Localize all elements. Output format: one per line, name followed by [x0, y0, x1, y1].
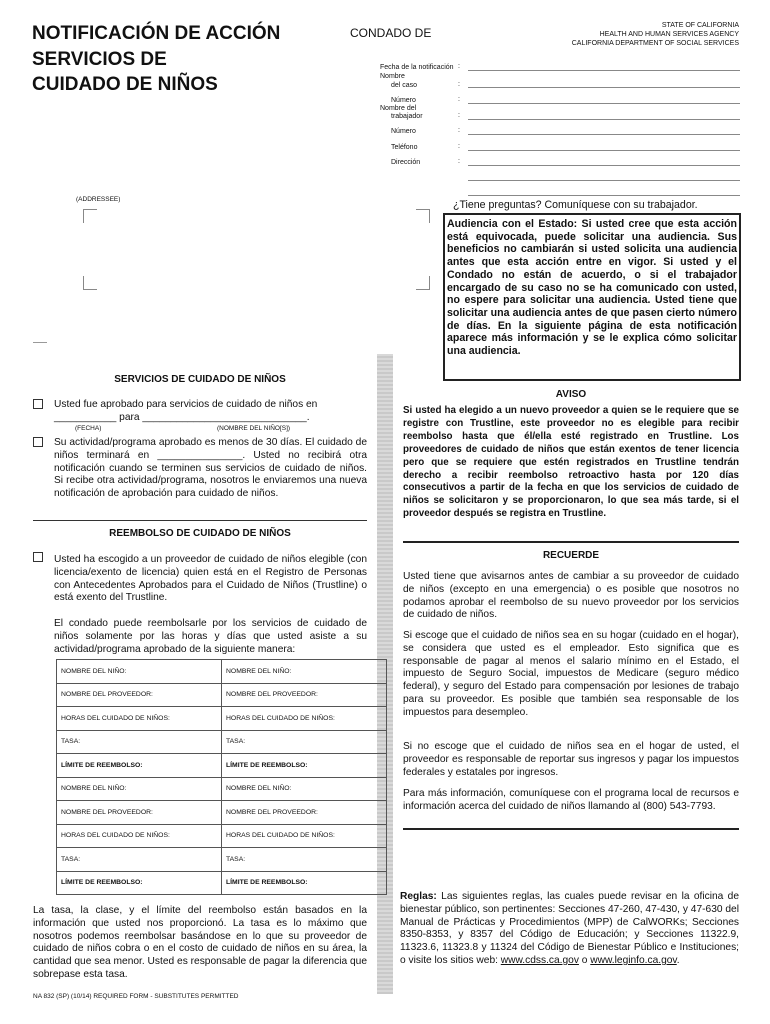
- phone-line[interactable]: [468, 150, 740, 151]
- case-name-label-2: del caso: [391, 82, 418, 89]
- reimbursement-table-cell[interactable]: NOMBRE DEL PROVEEDOR:: [57, 801, 222, 825]
- reimbursement-table-cell[interactable]: NOMBRE DEL PROVEEDOR:: [222, 683, 387, 707]
- reimbursement-table-cell[interactable]: HORAS DEL CUIDADO DE NIÑOS:: [57, 707, 222, 731]
- window-corner-tl: [83, 209, 97, 223]
- rules-text: [400, 891, 739, 968]
- reimbursement-table-cell[interactable]: LÍMITE DE REEMBOLSO:: [222, 754, 387, 778]
- case-name-line[interactable]: [468, 87, 740, 88]
- window-corner-bl: [83, 276, 97, 290]
- approved-text-a: Usted fue aprobado para servicios de cuidado de niños en: [54, 399, 318, 410]
- reimbursement-table-cell[interactable]: NOMBRE DEL NIÑO:: [57, 777, 222, 801]
- approved-checkbox[interactable]: [33, 399, 43, 409]
- reimbursement-table-row: [57, 730, 387, 754]
- window-corner-tr: [416, 209, 430, 223]
- phone-label: Teléfono: [391, 144, 418, 151]
- reimbursement-table-cell[interactable]: NOMBRE DEL NIÑO:: [57, 660, 222, 684]
- county-label: CONDADO DE: [350, 26, 432, 40]
- divider: [403, 541, 739, 543]
- worker-number-line[interactable]: [468, 134, 740, 135]
- reimbursement-table-cell[interactable]: LÍMITE DE REEMBOLSO:: [57, 754, 222, 778]
- reimbursement-table-row: [57, 777, 387, 801]
- fold-mark: [33, 342, 47, 343]
- worker-name-label-1: Nombre del: [380, 105, 417, 112]
- reimbursement-table-row: [57, 660, 387, 684]
- reimbursement-table-cell[interactable]: HORAS DEL CUIDADO DE NIÑOS:: [57, 824, 222, 848]
- case-name-label-1: Nombre: [380, 73, 405, 80]
- notice-date-line[interactable]: [468, 70, 740, 71]
- reimbursement-table: [56, 659, 387, 895]
- reimbursement-table-row: [57, 754, 387, 778]
- address-line-2[interactable]: [468, 180, 740, 181]
- case-number-label: Número: [391, 97, 416, 104]
- window-corner-br: [416, 276, 430, 290]
- colon: :: [458, 158, 460, 165]
- pay-text: El condado puede reembolsarle por los servicios de cuidado de niños solamente por las horas y días que usted asiste a su actividad/programa aprobado de la siguiente manera:: [54, 618, 367, 655]
- worker-name-label-2: trabajador: [391, 113, 423, 120]
- approved-text: [54, 399, 367, 412]
- rules-label: Reglas:: [400, 891, 437, 902]
- reimbursement-table-cell[interactable]: TASA:: [222, 848, 387, 872]
- cdss-link[interactable]: www.cdss.ca.gov: [500, 954, 579, 966]
- child-name-label: (NOMBRE DEL NIÑO[S]): [217, 425, 291, 432]
- colon: :: [458, 96, 460, 103]
- reimbursement-table-row: [57, 871, 387, 895]
- divider: [33, 520, 367, 521]
- rate-text: La tasa, la clase, y el límite del reembolso están basados en la información que usted nos proporcionó. La tasa es lo máximo que nosotros podemos reembolsar basándose en lo que su proveedor de cuidado de niños cobra o en el costo de cuidado de niños en su área, la cantidad que sea menor. Usted es responsable de pagar la diferencia que sobrepase esta tasa.: [33, 905, 367, 980]
- reimbursement-table-cell[interactable]: TASA:: [222, 730, 387, 754]
- colon: :: [458, 112, 460, 119]
- fecha-label: (FECHA): [75, 425, 102, 432]
- reimbursement-table-cell[interactable]: HORAS DEL CUIDADO DE NIÑOS:: [222, 707, 387, 731]
- recuerde-p3: Si no escoge que el cuidado de niños sea en el hogar de usted, el proveedor es responsable de reportar sus ingresos y pagar los impuestos federales y estatales por ingresos.: [403, 741, 739, 778]
- agency-line-3: CALIFORNIA DEPARTMENT OF SOCIAL SERVICES: [571, 40, 739, 47]
- rules-body: Las siguientes reglas, las cuales puede revisar en la oficina de bienestar público, son pertinentes: Secciones 47-260, 47-430, y 47-630 del Manual de Prácticas y Procedimientos (MPP) de CalWORKs; Secciones 8350-8353, y 8357 del Código de Educación; y Secciones 11322.9, 11323.6, 11323.8 y 11324 del Código de Bienestar Público e Instituciones; o visite los sitios web:: [400, 891, 739, 966]
- colon: :: [458, 143, 460, 150]
- aviso-text: Si usted ha elegido a un nuevo proveedor a quien se le requiere que se registre con Trustline, este proveedor no es elegible para recibir reembolso hasta que él/ella esté registrado en Trustline. Los proveedores de cuidado de niños que están exentos de tener licencia pero que se requiere que estén registrados en Trustline tendrán derecho a recibir reembolso retroactivo hasta por 120 días consecutivos a partir de la fecha en que los servicios de cuidado de niños se solicitaron y se proporcionaron, lo que sea más tarde, si el proveedor después se registra en Trustline.: [403, 405, 739, 520]
- provider-checkbox[interactable]: [33, 552, 43, 562]
- divider: [403, 828, 739, 830]
- ending-checkbox[interactable]: [33, 437, 43, 447]
- approved-para: para: [119, 412, 140, 423]
- form-footer: NA 832 (SP) (10/14) REQUIRED FORM - SUBSTITUTES PERMITTED: [33, 993, 239, 1000]
- notice-date-label: Fecha de la notificación: [380, 64, 454, 71]
- reimbursement-table-row: [57, 848, 387, 872]
- title-line-1: NOTIFICACIÓN DE ACCIÓN: [32, 23, 281, 44]
- questions-text: ¿Tiene preguntas? Comuníquese con su trabajador.: [453, 199, 698, 211]
- hearing-box-text: Audiencia con el Estado: Si usted cree que esta acción está equivocada, puede solicitar una audiencia. Sus beneficios no cambiarán si usted solicita una audiencia antes que esta acción entre en vigor. Si usted y el Condado no están de acuerdo, o si el trabajador encargado de su caso no se ha comunicado con usted, no espere para solicitar una audiencia. Usted tiene que solicitar una audiencia antes de que pasen cierto número de días. En la siguiente página de esta notificación aparece más información y se le explica cómo solicitar una audiencia.: [447, 218, 737, 358]
- addressee-label: (ADDRESSEE): [76, 196, 121, 203]
- recuerde-p2: Si escoge que el cuidado de niños sea en su hogar (cuidado en el hogar), se considera que usted es el empleador. Esto significa que es responsable de pagar al menos el salario mínimo en el Estado, el impuesto de Seguro Social, impuestos de Medicare (seguro médico federal), y seguro del Estado para compensación por lesiones de trabajo para su proveedor. Es posible que también sea responsable de los impuestos para desempleo.: [403, 630, 739, 718]
- reimbursement-table-cell[interactable]: TASA:: [57, 730, 222, 754]
- services-heading: SERVICIOS DE CUIDADO DE NIÑOS: [114, 374, 286, 385]
- colon: :: [458, 63, 460, 70]
- recuerde-p1: Usted tiene que avisarnos antes de cambiar a su proveedor de cuidado de niños (excepto en una emergencia) o es posible que nosotros no podamos aprobar el reembolso de su nuevo proveedor por los servicios de cuidado de niños.: [403, 571, 739, 621]
- reimbursement-table-cell[interactable]: NOMBRE DEL NIÑO:: [222, 777, 387, 801]
- address-line-3[interactable]: [468, 195, 740, 196]
- worker-name-line[interactable]: [468, 119, 740, 120]
- reimbursement-table-cell[interactable]: HORAS DEL CUIDADO DE NIÑOS:: [222, 824, 387, 848]
- address-line-1[interactable]: [468, 165, 740, 166]
- reimbursement-table-row: [57, 683, 387, 707]
- worker-number-label: Número: [391, 128, 416, 135]
- recuerde-heading: RECUERDE: [542, 550, 600, 561]
- colon: :: [458, 81, 460, 88]
- case-number-line[interactable]: [468, 103, 740, 104]
- reimbursement-table-row: [57, 824, 387, 848]
- provider-text: Usted ha escogido a un proveedor de cuidado de niños elegible (con licencia/exento de licencia) quien está en el Registro de Personas con Antecedentes Aprobados para el Cuidado de Niños (Trustline) o está exento del Trustline.: [54, 554, 367, 604]
- agency-block: [489, 21, 739, 48]
- reimbursement-table-cell[interactable]: LÍMITE DE REEMBOLSO:: [222, 871, 387, 895]
- leginfo-link[interactable]: www.leginfo.ca.gov: [590, 954, 677, 966]
- agency-line-2: HEALTH AND HUMAN SERVICES AGENCY: [599, 31, 739, 38]
- reimbursement-heading: REEMBOLSO DE CUIDADO DE NIÑOS: [109, 528, 291, 539]
- agency-line-1: STATE OF CALIFORNIA: [661, 22, 739, 29]
- recuerde-p4: Para más información, comuníquese con el programa local de recursos e información acerca del cuidado de niños llamando al (800) 543-7793.: [403, 788, 739, 812]
- approved-child-blank[interactable]: _____________________________.: [142, 412, 310, 423]
- reimbursement-table-cell[interactable]: NOMBRE DEL PROVEEDOR:: [57, 683, 222, 707]
- link-separator: o: [581, 954, 588, 966]
- reimbursement-table-row: [57, 801, 387, 825]
- reimbursement-table-cell[interactable]: NOMBRE DEL PROVEEDOR:: [222, 801, 387, 825]
- title-line-2: SERVICIOS DE: [32, 49, 167, 70]
- ending-text: Su actividad/programa aprobado es menos de 30 días. El cuidado de niños terminará en _______________. Usted no recibirá otra notificación cuando se terminen sus servicios de cuidado de niños. Si recibe otra actividad/programa, nosotros le enviaremos una nueva notificación de aprobación para cuidado de niños.: [54, 437, 367, 500]
- colon: :: [458, 127, 460, 134]
- reimbursement-table-row: [57, 707, 387, 731]
- approved-date-blank[interactable]: ___________: [54, 412, 117, 423]
- approved-line-2: [54, 412, 367, 425]
- title-line-3: CUIDADO DE NIÑOS: [32, 74, 218, 95]
- rules-end: .: [676, 954, 680, 966]
- aviso-heading: AVISO: [555, 389, 587, 400]
- reimbursement-table-cell[interactable]: NOMBRE DEL NIÑO:: [222, 660, 387, 684]
- address-label: Dirección: [391, 159, 421, 166]
- reimbursement-table-cell[interactable]: TASA:: [57, 848, 222, 872]
- reimbursement-table-cell[interactable]: LÍMITE DE REEMBOLSO:: [57, 871, 222, 895]
